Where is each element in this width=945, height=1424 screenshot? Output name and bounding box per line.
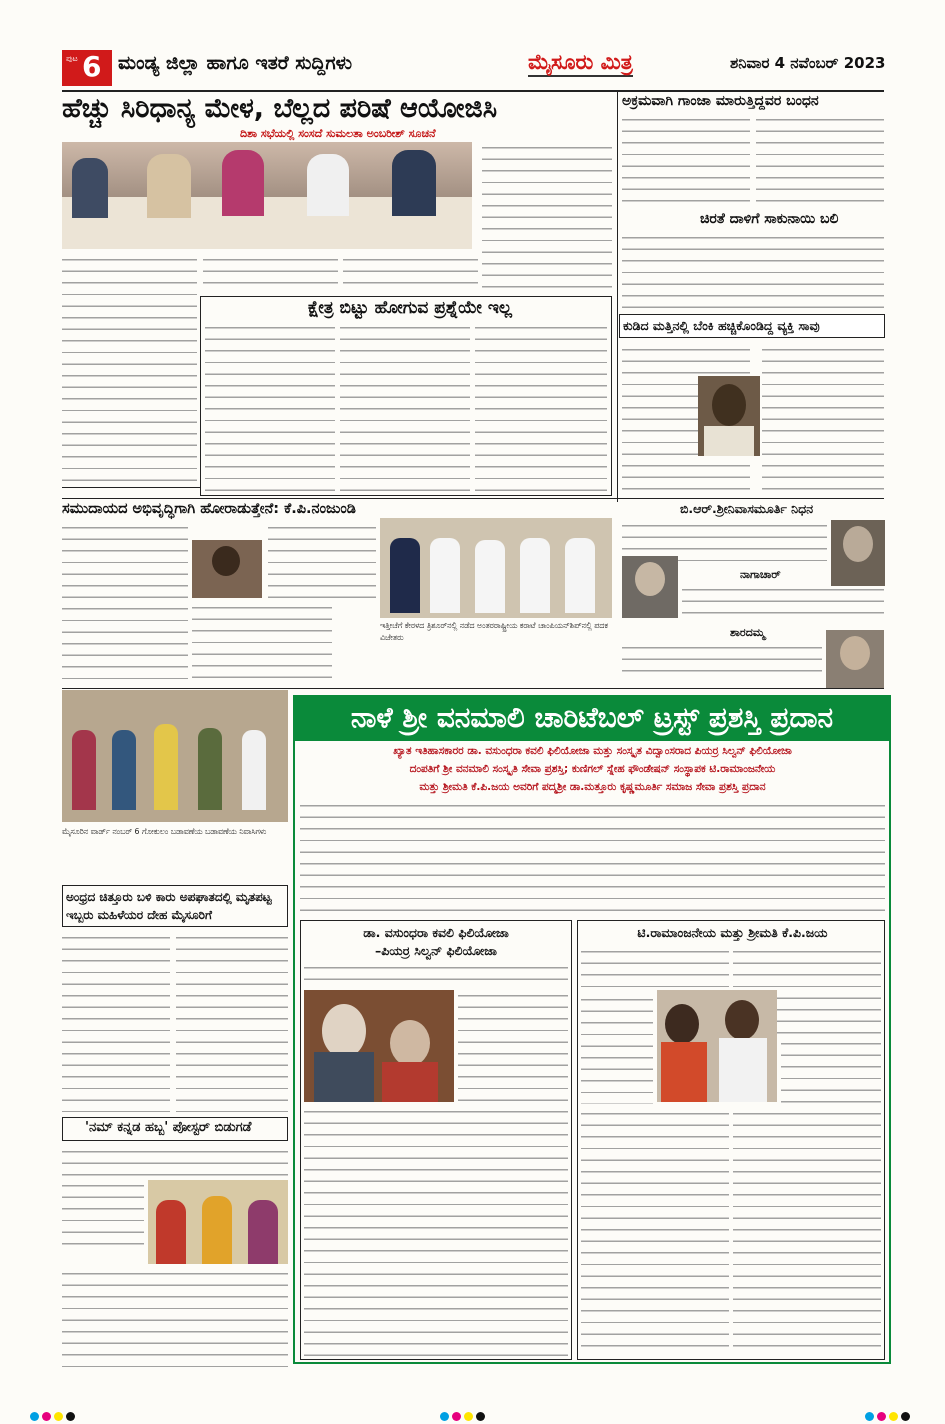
gokulam-caption: ಮೈಸೂರಿನ ವಾರ್ಡ್ ನಂಬರ್ 6 ಗೋಕುಲಂ ಬಡಾವಣೆಯ ಬಡಾವಣೆಯ ನಿವಾಸಿಗಳು bbox=[62, 827, 267, 836]
page-header bbox=[0, 50, 945, 90]
registration-dots-right bbox=[865, 1406, 913, 1416]
main-subhead: ದಿಶಾ ಸಭೆಯಲ್ಲಿ ಸಂಸದೆ ಸುಮಲತಾ ಅಂಬರೀಶ್ ಸೂಚನೆ bbox=[240, 127, 436, 140]
deceased-photo bbox=[698, 376, 760, 456]
row-rule bbox=[62, 498, 884, 499]
col-divider bbox=[617, 92, 618, 502]
ramanjaneya-couple-photo bbox=[657, 990, 777, 1102]
accident-col-2 bbox=[176, 932, 288, 1112]
obit-2-text bbox=[682, 584, 884, 624]
poster-col-1 bbox=[62, 1180, 144, 1254]
filliozat-col-side bbox=[458, 990, 568, 1102]
farm-col-1 bbox=[205, 322, 335, 492]
main-headline: ಹೆಚ್ಚು ಸಿರಿಧಾನ್ಯ ಮೇಳ, ಬೆಲ್ಲದ ಪರಿಷೆ ಆಯೋಜಿಸಿ bbox=[62, 93, 498, 124]
accident-col-1 bbox=[62, 932, 170, 1112]
award-banner: ನಾಳೆ ಶ್ರೀ ವನಮಾಲಿ ಚಾರಿಟೆಬಲ್ ಟ್ರಸ್ಟ್ ಪ್ರಶಸ್ತಿ ಪ್ರದಾನ bbox=[293, 695, 891, 741]
fire-col-2 bbox=[762, 344, 884, 494]
row-rule bbox=[62, 688, 884, 689]
award-lead-story bbox=[300, 800, 885, 912]
disha-meeting-photo bbox=[62, 142, 472, 249]
main-story-col-2 bbox=[203, 254, 338, 292]
obit-3-photo bbox=[826, 630, 884, 688]
karate-caption: ಇತ್ತೀಚೆಗೆ ಕೇರಳದ ತ್ರಿಶೂರ್‌ನಲ್ಲಿ ನಡೆದ ಅಂತರರಾಷ್ಟ್ರೀಯ ಕರಾಟೆ ಚಾಂಪಿಯನ್‌ಶಿಪ್‌ನಲ್ಲಿ ಪದಕ ವಿಜೇತರು bbox=[380, 621, 608, 642]
fire-headline: ಕುಡಿದ ಮತ್ತಿನಲ್ಲಿ ಬೆಂಕಿ ಹಚ್ಚಿಕೊಂಡಿದ್ದ ವ್ಯಕ್ತಿ ಸಾವು bbox=[623, 318, 820, 333]
page-number: 6 bbox=[82, 50, 102, 83]
farm-headline: ಕ್ಷೇತ್ರ ಬಿಟ್ಟು ಹೋಗುವ ಪ್ರಶ್ನೆಯೇ ಇಲ್ಲ bbox=[308, 298, 512, 318]
samudaya-speaker-photo bbox=[192, 540, 262, 598]
ramanjaneya-col-1b bbox=[581, 994, 653, 1104]
obit-3-headline: ಶಾರದಮ್ಮ bbox=[730, 626, 765, 639]
main-story-col-1 bbox=[62, 254, 197, 482]
poster-intro bbox=[62, 1146, 288, 1176]
accident-headline: ಅಂಧ್ರದ ಚಿತ್ತೂರು ಬಳಿ ಕಾರು ಅಪಘಾತದಲ್ಲಿ ಮೃತಪಟ್ಟ ಇಬ್ಬರು ಮಹಿಳೆಯರ ದೇಹ ಮೈಸೂರಿಗೆ bbox=[66, 890, 272, 922]
ramanjaneya-col-1c bbox=[581, 1108, 729, 1356]
ganja-col-1 bbox=[622, 114, 750, 210]
registration-dots-left bbox=[30, 1406, 78, 1416]
ramanjaneya-col-1a bbox=[581, 946, 729, 990]
filliozat-title-2: –ಪಿಯರ್ರ ಸಿಲ್ವನ್ ಫಿಲಿಯೋಜಾ bbox=[375, 943, 497, 958]
karate-photo bbox=[380, 518, 612, 618]
issue-date: ಶನಿವಾರ 4 ನವೆಂಬರ್ 2023 bbox=[730, 54, 886, 72]
samudaya-col-1 bbox=[62, 522, 188, 682]
section-title: ಮಂಡ್ಯ ಜಿಲ್ಲಾ ಹಾಗೂ ಇತರೆ ಸುದ್ದಿಗಳು bbox=[118, 52, 352, 74]
obit-3-text bbox=[622, 642, 822, 682]
samudaya-col-3 bbox=[268, 522, 376, 598]
award-sub-1: ಖ್ಯಾತ ಇತಿಹಾಸಕಾರರ ಡಾ. ವಸುಂಧರಾ ಕವಲಿ ಫಿಲಿಯೋಜಾ ಮತ್ತು ಸಂಸ್ಕೃತ ವಿದ್ವಾಂಸರಾದ ಪಿಯರ್ರ ಸಿಲ್ವನ್ ಫಿಲಿಯೋಜಾ bbox=[393, 745, 792, 757]
filliozat-story bbox=[304, 1106, 568, 1356]
filliozat-couple-photo bbox=[304, 990, 454, 1102]
filliozat-intro bbox=[304, 962, 568, 986]
leopard-headline: ಚಿರತೆ ದಾಳಿಗೆ ಸಾಕುನಾಯಿ ಬಲಿ bbox=[700, 211, 839, 227]
filliozat-title: ಡಾ. ವಸುಂಧರಾ ಕವಲಿ ಫಿಲಿಯೋಜಾ bbox=[363, 925, 509, 940]
poster-release-photo bbox=[148, 1180, 288, 1264]
ganja-col-2 bbox=[756, 114, 884, 210]
ramanjaneya-col-2c bbox=[733, 1108, 881, 1356]
main-story-col-4 bbox=[482, 142, 612, 292]
masthead-logo: ಮೈಸೂರು ಮಿತ್ರ bbox=[528, 50, 633, 77]
obit-1-headline: ಬಿ.ಆರ್.ಶ್ರೀನಿವಾಸಮೂರ್ತಿ ನಿಧನ bbox=[680, 501, 814, 516]
page-number-tag bbox=[62, 50, 112, 86]
ganja-headline: ಅಕ್ರಮವಾಗಿ ಗಾಂಜಾ ಮಾರುತ್ತಿದ್ದವರ ಬಂಧನ bbox=[622, 93, 819, 109]
award-sub-3: ಮತ್ತು ಶ್ರೀಮತಿ ಕೆ.ಪಿ.ಜಯ ಅವರಿಗೆ ಪದ್ಮಶ್ರೀ ಡಾ.ಮತ್ತೂರು ಕೃಷ್ಣಮೂರ್ತಿ ಸಮಾಜ ಸೇವಾ ಪ್ರಶಸ್ತಿ ಪ್ರದಾನ bbox=[419, 781, 766, 793]
col-rule bbox=[62, 487, 200, 488]
samudaya-col-2 bbox=[192, 602, 332, 682]
ramanjaneya-title: ಟಿ.ರಾಮಾಂಜನೇಯ ಮತ್ತು ಶ್ರೀಮತಿ ಕೆ.ಪಿ.ಜಯ bbox=[637, 925, 828, 940]
samudaya-headline: ಸಮುದಾಯದ ಅಭಿವೃದ್ಧಿಗಾಗಿ ಹೋರಾಡುತ್ತೇನೆ: ಕೆ.ಪಿ.ನಂಜುಂಡಿ bbox=[62, 501, 356, 517]
poster-headline: 'ನಮ್ ಕನ್ನಡ ಹಬ್ಬ' ಪೋಸ್ಟರ್ ಬಿಡುಗಡೆ bbox=[85, 1120, 252, 1135]
page-label: ಪುಟ bbox=[66, 54, 78, 63]
leopard-story bbox=[622, 232, 884, 312]
award-sub-2: ದಂಪತಿಗೆ ಶ್ರೀ ವನಮಾಲಿ ಸಂಸ್ಕೃತಿ ಸೇವಾ ಪ್ರಶಸ್ತಿ; ಕುಣಿಗಲ್ ಸ್ನೇಹ ಫೌಂಡೇಷನ್ ಸಂಸ್ಥಾಪಕ ಟಿ.ರಾಮಾಂಜನೇಯ bbox=[409, 763, 776, 775]
gokulam-photo bbox=[62, 690, 288, 822]
ramanjaneya-col-2b bbox=[781, 1038, 881, 1104]
farm-col-3 bbox=[475, 322, 607, 492]
obit-2-photo bbox=[622, 556, 678, 618]
poster-story bbox=[62, 1268, 288, 1368]
spacer bbox=[62, 494, 197, 495]
registration-dots-center bbox=[440, 1406, 488, 1416]
main-story-col-3 bbox=[343, 254, 478, 292]
obit-2-headline: ನಾಗಾಚಾರ್ bbox=[740, 568, 781, 581]
farm-col-2 bbox=[340, 322, 470, 492]
